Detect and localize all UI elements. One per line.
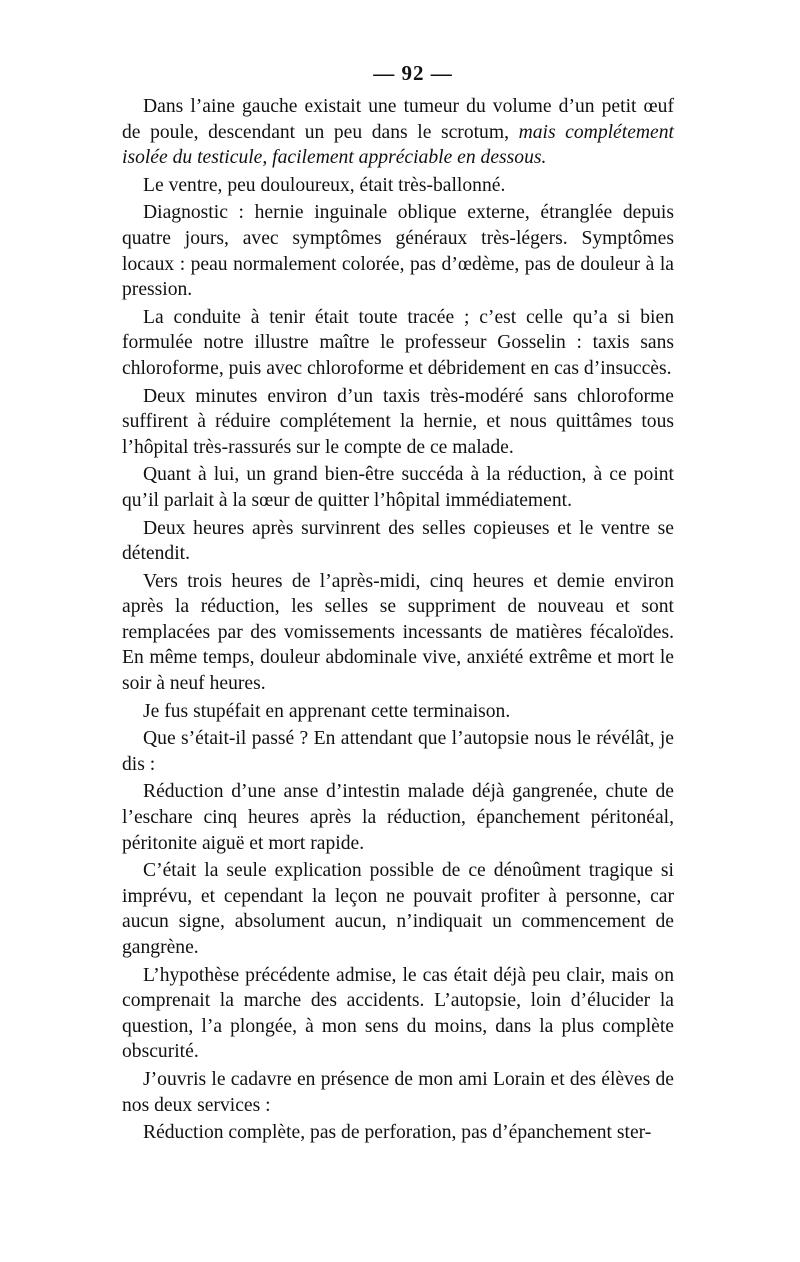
paragraph: [122, 963, 674, 1065]
paragraph: [122, 516, 674, 567]
paragraph-text: Dans l’aine gauche existait une tumeur du volume d’un petit œuf de poule, descendant un peu dans le scrotum,: [122, 96, 674, 143]
paragraph-text: Le ventre, peu douloureux, était très-ballonné.: [143, 174, 506, 196]
paragraph: [122, 779, 674, 856]
paragraph: [122, 200, 674, 302]
paragraph-text: Diagnostic : hernie inguinale oblique externe, étranglée depuis quatre jours, avec symptômes généraux très-légers. Symptômes locaux : peau normalement colorée, pas d’œdème, pas de douleur à la pression.: [122, 202, 674, 301]
paragraph: [122, 726, 674, 777]
paragraph-text: L’hypothèse précédente admise, le cas était déjà peu clair, mais on comprenait la marche des accidents. L’autopsie, loin d’élucider la question, l’a plongée, à mon sens du moins, dans la plus complète obscurité.: [122, 964, 674, 1063]
paragraph-text: Deux minutes environ d’un taxis très-modéré sans chloroforme suffirent à réduire complétement la hernie, et nous quittâmes tous l’hôpital très-rassurés sur le compte de ce malade.: [122, 385, 674, 458]
paragraph-text: J’ouvris le cadavre en présence de mon ami Lorain et des élèves de nos deux services :: [122, 1068, 674, 1116]
paragraph: [122, 1067, 674, 1118]
paragraph: [122, 305, 674, 382]
paragraph: [122, 173, 674, 199]
paragraph: [122, 699, 674, 725]
paragraph-text: Je fus stupéfait en apprenant cette terminaison.: [143, 700, 511, 722]
paragraph: [122, 94, 674, 171]
book-page: [122, 60, 674, 1148]
paragraph: [122, 858, 674, 960]
paragraph: [122, 462, 674, 513]
paragraph-text: Vers trois heures de l’après-midi, cinq heures et demie environ après la réduction, les selles se suppriment de nouveau et sont remplacées par des vomissements incessants de matières fécaloïdes. En même temps, douleur abdominale vive, anxiété extrême et mort le soir à neuf heures.: [122, 570, 674, 695]
paragraph-text: C’était la seule explication possible de ce dénoûment tragique si imprévu, et cependant la leçon ne pouvait profiter à personne, car aucun signe, absolument aucun, n’indiquait un commencement de gangrène.: [122, 860, 674, 958]
paragraph-italic-text: mais complétement isolée du testicule, facilement appréciable en dessous.: [122, 121, 674, 169]
paragraph-text: Quant à lui, un grand bien-être succéda à la réduction, à ce point qu’il parlait à la sœur de quitter l’hôpital immédiatement.: [122, 464, 674, 511]
paragraph-text: Deux heures après survinrent des selles copieuses et le ventre se détendit.: [122, 517, 674, 565]
paragraph-text: Que s’était-il passé ? En attendant que l’autopsie nous le révélât, je dis :: [122, 728, 674, 775]
paragraph-text: Réduction d’une anse d’intestin malade déjà gangrenée, chute de l’eschare cinq heures après la réduction, épanchement péritonéal, péritonite aiguë et mort rapide.: [122, 781, 674, 854]
paragraph: [122, 569, 674, 697]
page-number: — 92 —: [373, 61, 453, 85]
paragraph-text: La conduite à tenir était toute tracée ; c’est celle qu’a si bien formulée notre illustre maître le professeur Gosselin : taxis sans chloroforme, puis avec chloroforme et débridement en cas d’insuccès.: [122, 306, 674, 379]
paragraph-text: Réduction complète, pas de perforation, pas d’épanchement ster-: [143, 1122, 652, 1144]
paragraph: [122, 1120, 674, 1146]
paragraph: [122, 384, 674, 461]
